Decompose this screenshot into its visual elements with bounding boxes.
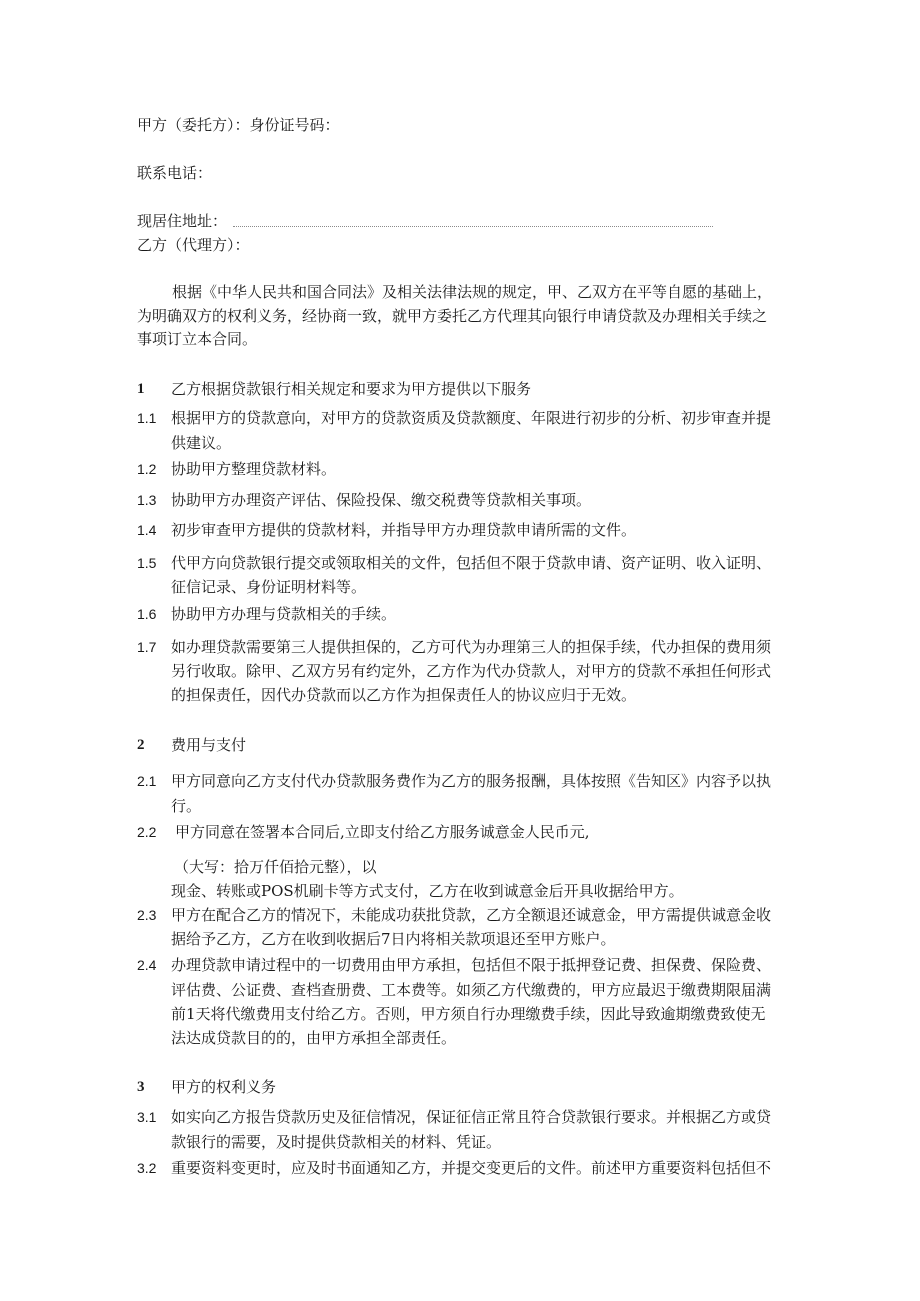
clause-number: 1.6 (137, 606, 157, 622)
party-a-label: 甲方（委托方）：身份证号码： (137, 116, 340, 134)
address-label: 现居住地址： (137, 212, 228, 230)
clause-line: 现金、转账或POS机刷卡等方式支付，乙方在收到诚意金后开具收据给甲方。 (171, 882, 684, 900)
clause-line: 的担保责任，因代办贷款而以乙方作为担保责任人的协议应归于无效。 (171, 686, 637, 704)
clause-line: （大写：拾万仟佰拾元整），以 (174, 858, 377, 876)
clause-line: 协助甲方整理贷款材料。 (171, 460, 337, 478)
intro-line: 事项订立本合同。 (137, 330, 258, 348)
clause-line: 初步审查甲方提供的贷款材料，并指导甲方办理贷款申请所需的文件。 (171, 521, 637, 539)
section-number: 2 (137, 737, 145, 753)
clause-number: 1.4 (137, 522, 157, 538)
intro-line: 为明确双方的权利义务，经协商一致，就甲方委托乙方代理其向银行申请贷款及办理相关手续之 (137, 307, 768, 325)
clause-line: 据给予乙方，乙方在收到收据后7日内将相关款项退还至甲方账户。 (171, 930, 616, 948)
clause-number: 2.2 (137, 824, 157, 840)
clause-line: 款银行的需要，及时提供贷款相关的材料、凭证。 (171, 1133, 502, 1151)
clause-number: 1.5 (137, 555, 157, 571)
clause-line: 协助甲方办理资产评估、保险投保、缴交税费等贷款相关事项。 (171, 491, 592, 509)
phone-label: 联系电话： (137, 164, 213, 182)
clause-number: 3.2 (137, 1160, 157, 1176)
clause-line: 如实向乙方报告贷款历史及征信情况，保证征信正常且符合贷款银行要求。并根据乙方或贷 (171, 1108, 772, 1126)
section-number: 1 (137, 381, 145, 397)
section-title: 费用与支付 (171, 736, 247, 754)
clause-number: 2.4 (137, 957, 157, 973)
clause-line: 代甲方向贷款银行提交或领取相关的文件，包括但不限于贷款申请、资产证明、收入证明、 (171, 554, 772, 572)
clause-line: 如办理贷款需要第三人提供担保的，乙方可代为办理第三人的担保手续，代办担保的费用须 (171, 638, 772, 656)
clause-number: 2.3 (137, 907, 157, 923)
clause-line: 另行收取。除甲、乙双方另有约定外，乙方作为代办贷款人，对甲方的贷款不承担任何形式 (171, 662, 772, 680)
address-underline (233, 226, 713, 227)
section-title: 甲方的权利义务 (171, 1078, 277, 1096)
clause-line: 重要资料变更时，应及时书面通知乙方，并提交变更后的文件。前述甲方重要资料包括但不 (171, 1159, 772, 1177)
section-title: 乙方根据贷款银行相关规定和要求为甲方提供以下服务 (171, 380, 532, 398)
party-b-label: 乙方（代理方）： (137, 236, 250, 254)
clause-line: 前1天将代缴费用支付给乙方。否则，甲方须自行办理缴费手续，因此导致逾期缴费致使无 (171, 1005, 766, 1023)
clause-number: 1.7 (137, 639, 157, 655)
clause-line: 甲方同意在签署本合同后,立即支付给乙方服务诚意金人民币元, (175, 823, 590, 841)
clause-line: 根据甲方的贷款意向，对甲方的贷款资质及贷款额度、年限进行初步的分析、初步审查并提 (171, 409, 772, 427)
clause-number: 2.1 (137, 773, 157, 789)
clause-number: 1.1 (137, 410, 157, 426)
clause-number: 1.3 (137, 492, 157, 508)
clause-number: 1.2 (137, 461, 157, 477)
clause-line: 办理贷款申请过程中的一切费用由甲方承担，包括但不限于抵押登记费、担保费、保险费、 (171, 956, 772, 974)
clause-number: 3.1 (137, 1109, 157, 1125)
clause-line: 评估费、公证费、查档查册费、工本费等。如须乙方代缴费的，甲方应最迟于缴费期限届满 (171, 981, 772, 999)
clause-line: 行。 (171, 797, 202, 815)
clause-line: 协助甲方办理与贷款相关的手续。 (171, 605, 397, 623)
section-number: 3 (137, 1079, 145, 1095)
clause-line: 征信记录、身份证明材料等。 (171, 578, 367, 596)
clause-line: 供建议。 (171, 434, 232, 452)
clause-line: 甲方同意向乙方支付代办贷款服务费作为乙方的服务报酬，具体按照《告知区》内容予以执 (171, 772, 772, 790)
clause-line: 法达成贷款目的的，由甲方承担全部责任。 (171, 1029, 457, 1047)
intro-line: 根据《中华人民共和国合同法》及相关法律法规的规定，甲、乙双方在平等自愿的基础上， (172, 283, 773, 301)
clause-line: 甲方在配合乙方的情况下，未能成功获批贷款，乙方全额退还诚意金，甲方需提供诚意金收 (171, 906, 772, 924)
